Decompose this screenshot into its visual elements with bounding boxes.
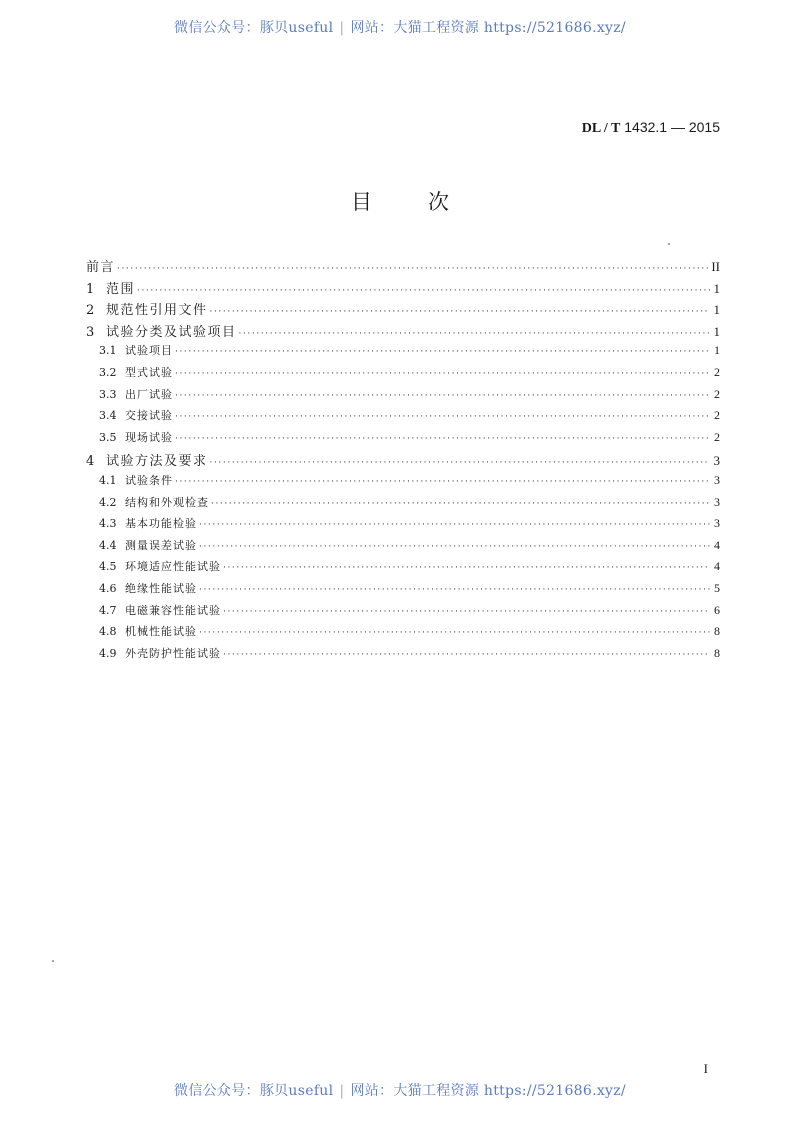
toc-title bbox=[0, 186, 800, 216]
toc-entry-number: 4.9 bbox=[99, 646, 117, 660]
toc-entry-number: 4.7 bbox=[99, 603, 117, 617]
toc-entry-3-2[interactable] bbox=[86, 364, 720, 386]
watermark-bottom bbox=[0, 1080, 800, 1100]
toc-entry-4-6[interactable] bbox=[86, 580, 720, 602]
toc-entry-4-8[interactable] bbox=[86, 623, 720, 645]
toc-entry-page: 6 bbox=[714, 602, 720, 617]
watermark-separator: | bbox=[339, 20, 345, 36]
toc-entry-3-3[interactable] bbox=[86, 386, 720, 408]
toc-entry-label: 现场试验 bbox=[125, 430, 173, 444]
toc-entry-number: 4.1 bbox=[99, 473, 117, 487]
toc-entry-label: 机械性能试验 bbox=[125, 625, 197, 639]
toc-title-char-2: 次 bbox=[428, 190, 449, 214]
toc-leader-dots bbox=[211, 499, 710, 509]
toc-entry-page: 2 bbox=[714, 408, 720, 423]
toc-entry-number: 1 bbox=[86, 281, 95, 297]
toc-entry-3-4[interactable] bbox=[86, 407, 720, 429]
table-of-contents bbox=[86, 256, 720, 666]
toc-entry-page: 5 bbox=[714, 580, 720, 595]
toc-leader-dots bbox=[137, 286, 710, 296]
toc-entry-label: 出厂试验 bbox=[125, 387, 173, 401]
toc-entry-label: 试验条件 bbox=[125, 473, 173, 487]
toc-entry-page: 2 bbox=[714, 429, 720, 444]
standard-code bbox=[582, 119, 720, 137]
toc-entry-page: 3 bbox=[714, 472, 720, 487]
toc-entry-number: 4.5 bbox=[99, 560, 117, 574]
toc-entry-number: 4.6 bbox=[99, 581, 117, 595]
standard-prefix: DL / T bbox=[581, 121, 621, 136]
toc-entry-number: 4.8 bbox=[99, 625, 117, 639]
toc-entry-label: 交接试验 bbox=[125, 409, 173, 423]
toc-entry-4-5[interactable] bbox=[86, 558, 720, 580]
toc-leader-dots bbox=[175, 391, 710, 401]
scan-speck bbox=[668, 243, 670, 245]
toc-entry-label: 外壳防护性能试验 bbox=[125, 646, 221, 660]
toc-leader-dots bbox=[210, 458, 710, 468]
toc-entry-label: 型式试验 bbox=[125, 365, 173, 379]
toc-entry-4-1[interactable] bbox=[86, 472, 720, 494]
toc-leader-dots bbox=[175, 434, 710, 444]
toc-entry-number: 4.2 bbox=[99, 495, 117, 509]
toc-entry-label: 试验方法及要求 bbox=[106, 454, 208, 470]
toc-leader-dots bbox=[223, 607, 710, 617]
toc-leader-dots bbox=[175, 347, 710, 357]
toc-entry-page: 1 bbox=[713, 280, 720, 296]
watermark-account: 微信公众号：豚贝useful bbox=[174, 20, 334, 36]
toc-entry-page: 4 bbox=[714, 559, 720, 574]
toc-entry-label: 试验项目 bbox=[125, 344, 173, 358]
toc-entry-label: 规范性引用文件 bbox=[106, 303, 208, 319]
watermark-account: 微信公众号：豚贝useful bbox=[174, 1083, 334, 1099]
toc-leader-dots bbox=[175, 412, 710, 422]
toc-entry-page: 2 bbox=[714, 386, 720, 401]
toc-entry-label: 环境适应性能试验 bbox=[125, 560, 221, 574]
toc-entry-page: 3 bbox=[713, 453, 720, 469]
toc-entry-3[interactable] bbox=[86, 321, 720, 343]
watermark-site: 网站：大猫工程资源 https://521686.xyz/ bbox=[350, 20, 626, 36]
toc-entry-4[interactable] bbox=[86, 450, 720, 472]
watermark-site: 网站：大猫工程资源 https://521686.xyz/ bbox=[350, 1083, 626, 1099]
toc-leader-dots bbox=[175, 477, 710, 487]
toc-entry-page: 4 bbox=[714, 537, 720, 552]
toc-entry-3-5[interactable] bbox=[86, 429, 720, 451]
toc-entry-2[interactable] bbox=[86, 299, 720, 321]
toc-leader-dots bbox=[239, 329, 710, 339]
toc-entry-label: 前言 bbox=[86, 260, 116, 275]
toc-entry-number: 3 bbox=[86, 324, 95, 340]
watermark-top bbox=[0, 17, 800, 37]
page-number: I bbox=[703, 1061, 708, 1076]
toc-entry-page: 1 bbox=[713, 323, 720, 339]
toc-entry-4-7[interactable] bbox=[86, 602, 720, 624]
toc-entry-3-1[interactable] bbox=[86, 342, 720, 364]
toc-leader-dots bbox=[223, 650, 710, 660]
toc-leader-dots bbox=[210, 307, 710, 317]
toc-leader-dots bbox=[117, 264, 709, 274]
toc-entry-label: 结构和外观检查 bbox=[125, 495, 209, 509]
toc-entry-label: 基本功能检验 bbox=[125, 517, 197, 531]
standard-number: 1432.1 — 2015 bbox=[624, 119, 720, 135]
toc-leader-dots bbox=[199, 520, 710, 530]
toc-entry-number: 3.5 bbox=[99, 430, 117, 444]
toc-entry-page: 3 bbox=[714, 516, 720, 531]
toc-entry-label: 范围 bbox=[106, 281, 136, 297]
toc-leader-dots bbox=[199, 628, 710, 638]
toc-entry-label: 电磁兼容性能试验 bbox=[125, 603, 221, 617]
toc-leader-dots bbox=[223, 563, 710, 573]
toc-entry-page: 1 bbox=[713, 302, 720, 318]
toc-entry-page: 3 bbox=[714, 494, 720, 509]
toc-entry-number: 4 bbox=[86, 454, 95, 470]
toc-leader-dots bbox=[199, 585, 710, 595]
toc-entry-4-3[interactable] bbox=[86, 515, 720, 537]
watermark-separator: | bbox=[339, 1083, 345, 1099]
toc-entry-4-2[interactable] bbox=[86, 494, 720, 516]
toc-entry-1[interactable] bbox=[86, 278, 720, 300]
toc-entry-foreword[interactable] bbox=[86, 256, 720, 278]
toc-entry-number: 3.2 bbox=[99, 365, 117, 379]
toc-entry-page: 8 bbox=[714, 624, 720, 639]
toc-entry-page: II bbox=[711, 259, 720, 274]
toc-entry-4-9[interactable] bbox=[86, 645, 720, 667]
toc-entry-number: 4.3 bbox=[99, 517, 117, 531]
toc-leader-dots bbox=[199, 542, 710, 552]
toc-leader-dots bbox=[175, 369, 710, 379]
toc-entry-page: 1 bbox=[714, 343, 720, 358]
toc-entry-4-4[interactable] bbox=[86, 537, 720, 559]
toc-title-char-1: 目 bbox=[351, 190, 372, 214]
toc-entry-number: 3.3 bbox=[99, 387, 117, 401]
toc-entry-page: 2 bbox=[714, 364, 720, 379]
toc-entry-number: 3.1 bbox=[99, 344, 117, 358]
scan-speck bbox=[52, 960, 54, 962]
toc-entry-label: 试验分类及试验项目 bbox=[106, 324, 237, 340]
toc-entry-label: 绝缘性能试验 bbox=[125, 581, 197, 595]
toc-entry-label: 测量误差试验 bbox=[125, 538, 197, 552]
toc-entry-number: 3.4 bbox=[99, 409, 117, 423]
toc-entry-number: 4.4 bbox=[99, 538, 117, 552]
toc-entry-page: 8 bbox=[714, 645, 720, 660]
toc-entry-number: 2 bbox=[86, 303, 95, 319]
